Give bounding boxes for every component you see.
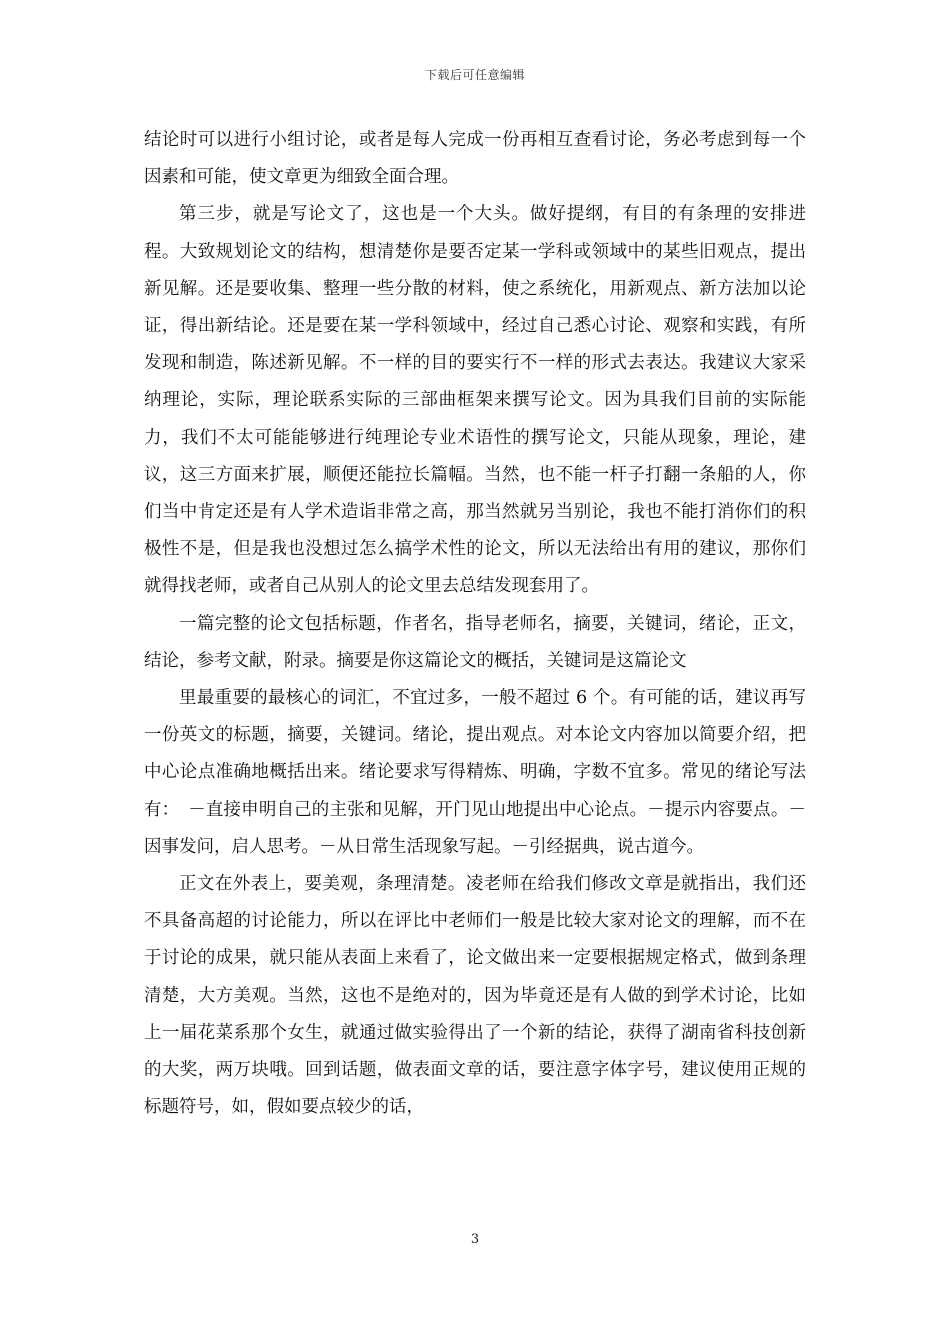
paragraph-2: 第三步，就是写论文了，这也是一个大头。做好提纲，有目的有条理的安排进程。大致规划论文的结构，想清楚你是要否定某一学科或领域中的某些旧观点，提出新见解。还是要收集、整理一些分散的材料，使之系统化，用新观点、新方法加以论证，得出新结论。还是要在某一学科领域中，经过自己悉心讨论、观察和实践，有所发现和制造，陈述新见解。不一样的目的要实行不一样的形式去表达。我建议大家采纳理论，实际，理论联系实际的三部曲框架来撰写论文。因为具我们目前的实际能力，我们不太可能能够进行纯理论专业术语性的撰写论文，只能从现象，理论，建议，这三方面来扩展，顺便还能拉长篇幅。当然，也不能一杆子打翻一条船的人，你们当中肯定还是有人学术造诣非常之高，那当然就另当别论，我也不能打消你们的积极性不是，但是我也没想过怎么搞学术性的论文，所以无法给出有用的建议，那你们就得找老师，或者自己从别人的论文里去总结发现套用了。 [144, 204, 806, 597]
document-body [144, 122, 806, 1126]
page-number: 3 [470, 1232, 480, 1247]
paragraph-4: 里最重要的最核心的词汇，不宜过多，一般不超过 6 个。有可能的话，建议再写一份英文的标题，摘要，关键词。绪论，提出观点。对本论文内容加以简要介绍，把中心论点准确地概括出来。绪论要求写得精炼、明确，字数不宜多。常见的绪论写法有： －直接申明自己的主张和见解，开门见山地提出中心论点。－提示内容要点。－因事发问，启人思考。－从日常生活现象写起。－引经据典，说古道今。 [144, 688, 806, 857]
paragraph-1: 结论时可以进行小组讨论，或者是每人完成一份再相互查看讨论，务必考虑到每一个因素和可能，使文章更为细致全面合理。 [144, 130, 806, 188]
paragraph-5: 正文在外表上，要美观，条理清楚。凌老师在给我们修改文章是就指出，我们还不具备高超的讨论能力，所以在评比中老师们一般是比较大家对论文的理解，而不在于讨论的成果，就只能从表面上来看了，论文做出来一定要根据规定格式，做到条理清楚，大方美观。当然，这也不是绝对的，因为毕竟还是有人做的到学术讨论，比如上一届花菜系那个女生，就通过做实验得出了一个新的结论，获得了湖南省科技创新的大奖，两万块哦。回到话题，做表面文章的话，要注意字体字号，建议使用正规的标题符号，如，假如要点较少的话， [144, 874, 806, 1118]
paragraph-3: 一篇完整的论文包括标题，作者名，指导老师名，摘要，关键词，绪论，正文，结论，参考文献，附录。摘要是你这篇论文的概括，关键词是这篇论文 [144, 613, 806, 671]
page-header: 下载后可任意编辑 [424, 68, 525, 82]
